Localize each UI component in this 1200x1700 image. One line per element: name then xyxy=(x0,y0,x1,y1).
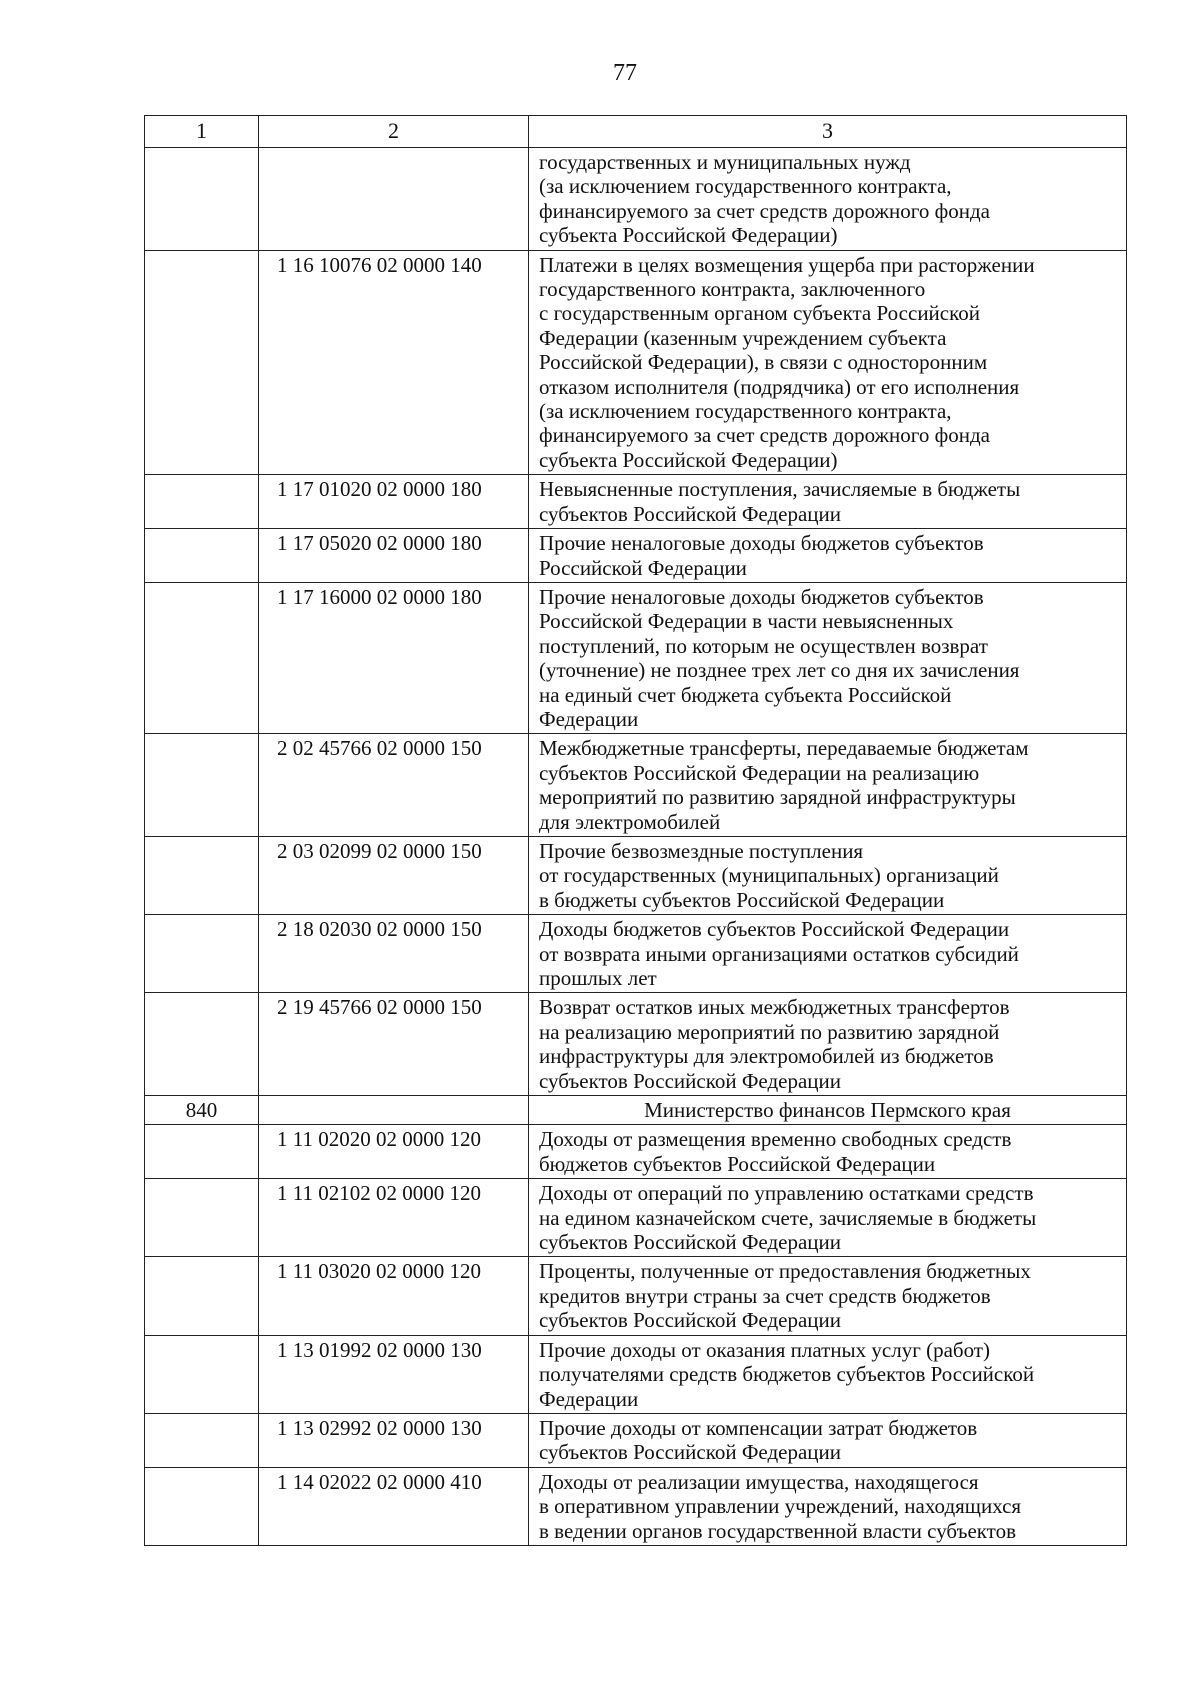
description-line: на единый счет бюджета субъекта Российской xyxy=(539,682,952,707)
description-line: (за исключением государственного контракта, xyxy=(539,174,952,199)
description-line: Невыясненные поступления, зачисляемые в бюджеты xyxy=(539,477,1021,502)
description-line: Российской Федерации xyxy=(539,555,747,580)
description-line: субъектов Российской Федерации xyxy=(539,1230,842,1255)
description-line: Доходы от размещения временно свободных средств xyxy=(539,1127,1012,1152)
description-line: Прочие доходы от оказания платных услуг (работ) xyxy=(539,1337,990,1362)
description-line: (за исключением государственного контракта, xyxy=(539,399,952,424)
table-row xyxy=(145,1257,1127,1335)
description-line: Прочие неналоговые доходы бюджетов субъектов xyxy=(539,531,984,556)
revenue-code-cell: 1 11 03020 02 0000 120 xyxy=(259,1257,529,1335)
description-cell xyxy=(529,915,1127,993)
description-cell xyxy=(529,993,1127,1096)
description-cell xyxy=(529,1179,1127,1257)
description-line: Проценты, полученные от предоставления бюджетных xyxy=(539,1259,1031,1284)
description-cell xyxy=(529,475,1127,529)
description-line: Федерации (казенным учреждением субъекта xyxy=(539,325,947,350)
revenue-code-cell: 1 14 02022 02 0000 410 xyxy=(259,1467,529,1545)
description-cell xyxy=(529,1335,1127,1413)
description-line: в оперативном управлении учреждений, находящихся xyxy=(539,1494,1022,1519)
table-row xyxy=(145,915,1127,993)
description-line: отказом исполнителя (подрядчика) от его исполнения xyxy=(539,374,1020,399)
description-line: Министерство финансов Пермского края xyxy=(644,1098,1011,1123)
revenue-code-cell xyxy=(259,148,529,251)
revenue-code-cell: 1 17 01020 02 0000 180 xyxy=(259,475,529,529)
revenue-code-cell: 2 19 45766 02 0000 150 xyxy=(259,993,529,1096)
table-row xyxy=(145,1125,1127,1179)
description-cell xyxy=(529,148,1127,251)
description-line: Российской Федерации), в связи с односторонним xyxy=(539,350,988,375)
revenue-code-cell: 1 13 01992 02 0000 130 xyxy=(259,1335,529,1413)
table-row xyxy=(145,250,1127,475)
description-line: с государственным органом субъекта Российской xyxy=(539,301,980,326)
table-row xyxy=(145,1179,1127,1257)
description-line: инфраструктуры для электромобилей из бюджетов xyxy=(539,1044,994,1069)
description-line: в ведении органов государственной власти субъектов xyxy=(539,1518,1017,1543)
admin-header-row xyxy=(145,1096,1127,1125)
description-line: Возврат остатков иных межбюджетных трансфертов xyxy=(539,995,1010,1020)
description-line: бюджетов субъектов Российской Федерации xyxy=(539,1151,936,1176)
header-col-3: 3 xyxy=(529,116,1127,148)
description-line: субъекта Российской Федерации) xyxy=(539,223,838,248)
admin-code-cell xyxy=(145,475,259,529)
description-line: Федерации xyxy=(539,1386,639,1411)
description-line: субъектов Российской Федерации xyxy=(539,501,842,526)
description-line: субъекта Российской Федерации) xyxy=(539,447,838,472)
description-cell xyxy=(529,582,1127,733)
header-col-2: 2 xyxy=(259,116,529,148)
description-line: Доходы от операций по управлению остатками средств xyxy=(539,1181,1034,1206)
description-line: Федерации xyxy=(539,706,639,731)
description-cell xyxy=(529,1125,1127,1179)
description-line: Прочие доходы от компенсации затрат бюджетов xyxy=(539,1415,978,1440)
description-line: прошлых лет xyxy=(539,966,657,990)
admin-code-cell xyxy=(145,1179,259,1257)
admin-code-cell xyxy=(145,1257,259,1335)
description-line: от государственных (муниципальных) организаций xyxy=(539,863,999,888)
description-cell xyxy=(529,250,1127,475)
description-line: государственного контракта, заключенного xyxy=(539,277,926,302)
description-line: (уточнение) не позднее трех лет со дня их зачисления xyxy=(539,658,1020,683)
table-row xyxy=(145,148,1127,251)
table-row xyxy=(145,582,1127,733)
administrator-name-cell xyxy=(529,1096,1127,1125)
admin-code-cell: 840 xyxy=(145,1096,259,1125)
revenue-code-cell: 1 17 05020 02 0000 180 xyxy=(259,529,529,583)
admin-code-cell xyxy=(145,1335,259,1413)
description-line: государственных и муниципальных нужд xyxy=(539,150,911,174)
description-cell xyxy=(529,836,1127,914)
description-cell xyxy=(529,529,1127,583)
admin-code-cell xyxy=(145,836,259,914)
description-line: финансируемого за счет средств дорожного фонда xyxy=(539,423,990,448)
description-line: Доходы от реализации имущества, находящегося xyxy=(539,1469,979,1494)
description-line: на едином казначейском счете, зачисляемые в бюджеты xyxy=(539,1205,1037,1230)
revenue-code-cell: 2 02 45766 02 0000 150 xyxy=(259,734,529,837)
description-line: субъектов Российской Федерации xyxy=(539,1068,842,1093)
description-line: Прочие неналоговые доходы бюджетов субъектов xyxy=(539,584,984,609)
revenue-code-cell: 1 13 02992 02 0000 130 xyxy=(259,1413,529,1467)
description-cell xyxy=(529,1467,1127,1545)
table-row xyxy=(145,993,1127,1096)
revenue-code-cell: 1 16 10076 02 0000 140 xyxy=(259,250,529,475)
admin-code-cell xyxy=(145,1467,259,1545)
description-cell xyxy=(529,734,1127,837)
header-col-1: 1 xyxy=(145,116,259,148)
description-line: кредитов внутри страны за счет средств бюджетов xyxy=(539,1283,991,1308)
table-row xyxy=(145,734,1127,837)
admin-code-cell xyxy=(145,148,259,251)
admin-code-cell xyxy=(145,993,259,1096)
revenue-code-cell: 2 18 02030 02 0000 150 xyxy=(259,915,529,993)
description-line: субъектов Российской Федерации xyxy=(539,1308,842,1333)
admin-code-cell xyxy=(145,250,259,475)
description-line: на реализацию мероприятий по развитию зарядной xyxy=(539,1019,1000,1044)
description-line: Доходы бюджетов субъектов Российской Федерации xyxy=(539,917,1010,942)
table-row xyxy=(145,1335,1127,1413)
table-row xyxy=(145,529,1127,583)
description-cell xyxy=(529,1257,1127,1335)
table-row xyxy=(145,1467,1127,1545)
revenue-code-cell xyxy=(259,1096,529,1125)
description-line: мероприятий по развитию зарядной инфраструктуры xyxy=(539,785,1016,810)
admin-code-cell xyxy=(145,1413,259,1467)
description-line: поступлений, по которым не осуществлен возврат xyxy=(539,633,988,658)
description-line: Прочие безвозмездные поступления xyxy=(539,838,864,863)
admin-code-cell xyxy=(145,734,259,837)
table-row xyxy=(145,1413,1127,1467)
table-body xyxy=(145,148,1127,1546)
revenue-code-cell: 1 17 16000 02 0000 180 xyxy=(259,582,529,733)
table-row xyxy=(145,475,1127,529)
description-line: в бюджеты субъектов Российской Федерации xyxy=(539,887,945,912)
description-line: финансируемого за счет средств дорожного фонда xyxy=(539,198,990,223)
page-number: 77 xyxy=(613,60,637,86)
table-row xyxy=(145,836,1127,914)
revenue-code-cell: 1 11 02020 02 0000 120 xyxy=(259,1125,529,1179)
description-line: для электромобилей xyxy=(539,809,721,834)
description-line: субъектов Российской Федерации на реализацию xyxy=(539,760,980,785)
admin-code-cell xyxy=(145,582,259,733)
description-line: Платежи в целях возмещения ущерба при расторжении xyxy=(539,252,1035,277)
description-line: субъектов Российской Федерации xyxy=(539,1440,842,1465)
admin-code-cell xyxy=(145,529,259,583)
description-line: Межбюджетные трансферты, передаваемые бюджетам xyxy=(539,736,1029,761)
revenue-code-cell: 1 11 02102 02 0000 120 xyxy=(259,1179,529,1257)
description-line: от возврата иными организациями остатков субсидий xyxy=(539,941,1019,966)
description-line: получателями средств бюджетов субъектов Российской xyxy=(539,1362,1035,1387)
table-header-row xyxy=(145,116,1127,148)
revenue-codes-table xyxy=(144,115,1127,1546)
admin-code-cell xyxy=(145,915,259,993)
description-cell xyxy=(529,1413,1127,1467)
revenue-code-cell: 2 03 02099 02 0000 150 xyxy=(259,836,529,914)
admin-code-cell xyxy=(145,1125,259,1179)
description-line: Российской Федерации в части невыясненных xyxy=(539,609,954,634)
